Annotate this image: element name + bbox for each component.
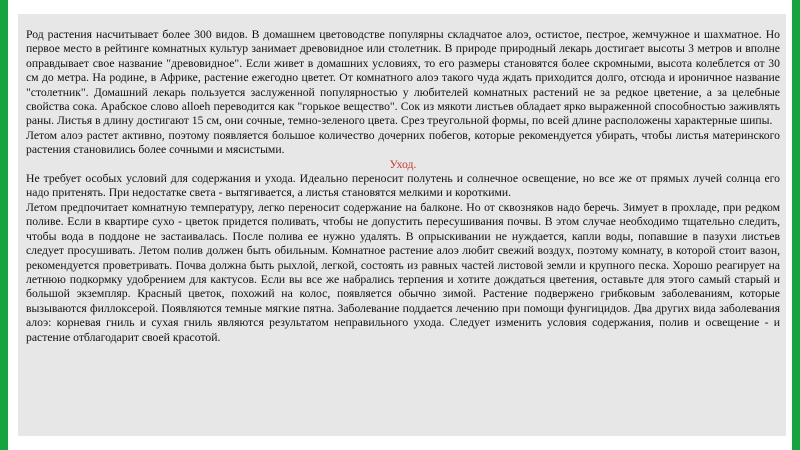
text-panel <box>18 14 786 436</box>
care-paragraph-1: Не требует особых условий для содержания и ухода. Идеально переносит полутень и солнечное освещение, но все же от прямых лучей солнца его надо притенять. При недостатке света - вытягивается, а листья становятся мелкими и короткими. <box>26 172 780 200</box>
body-text <box>26 28 780 345</box>
care-paragraph-2: Летом предпочитает комнатную температуру, легко переносит содержание на балконе. Но от сквозняков надо беречь. Зимует в прохладе, при редком поливе. Если в квартире сухо - цветок придется поливать, чтобы не допустить пересушивания почвы. В этом случае необходимо тщательно следить, чтобы вода в поддоне не застаивалась. После полива ее нужно удалять. В опрыскивании не нуждается, капли воды, попавшие в пазухи листьев следует просушивать. Летом полив должен быть обильным. Комнатное растение алоэ любит свежий воздух, поэтому комнату, в которой стоит вазон, рекомендуется проветривать. Почва должна быть рыхлой, легкой, состоять из равных частей листовой земли и крупного песка. Хорошо реагирует на летнюю подкормку удобрением для кактусов. Если вы все же набрались терпения и хотите дождаться цветения, оставьте для этого самый старый и большой экземпляр. Красный цветок, похожий на колос, появляется обычно зимой. Растение подвержено грибковым заболеваниям, которые вызываются филлоксерой. Появляются темные мягкие пятна. Заболевание поддается лечению при помощи фунгицидов. Два других вида заболевания алоэ: корневая гниль и сухая гниль являются результатом неправильного ухода. Следует изменить условия содержания, полив и освещение - и растение отблагодарит своей красотой. <box>26 200 780 344</box>
left-accent-bar <box>0 0 8 450</box>
intro-paragraph: Род растения насчитывает более 300 видов. В домашнем цветоводстве популярны складчатое алоэ, остистое, пестрое, жемчужное и шахматное. Но первое место в рейтинге комнатных культур занимает древовидное или столетник. В природе природный лекарь достигает высоты 3 метров и вполне оправдывает свое название "древовидное". Если живет в домашних условиях, то его размеры становятся более скромными, высота колеблется от 30 см до метра. На родине, в Африке, растение ежегодно цветет. От комнатного алоэ такого чуда ждать приходится долго, отсюда и ироничное название "столетник". Домашний лекарь пользуется заслуженной популярностью у любителей комнатных растений не за редкое цветение, а за целебные свойства сока. Арабское слово alloeh переводится как "горькое вещество". Сок из мякоти листьев обладает ярко выраженной способностью заживлять раны. Листья в длину достигают 15 см, они сочные, темно-зеленого цвета. Срез треугольной формы, по всей длине расположены характерные шипы. <box>26 28 780 128</box>
growth-paragraph: Летом алоэ растет активно, поэтому появляется большое количество дочерних побегов, которые рекомендуется убирать, чтобы листья материнского растения становились более сочными и мясистыми. <box>26 128 780 157</box>
care-heading: Уход. <box>389 157 417 171</box>
right-accent-bar <box>792 0 800 450</box>
